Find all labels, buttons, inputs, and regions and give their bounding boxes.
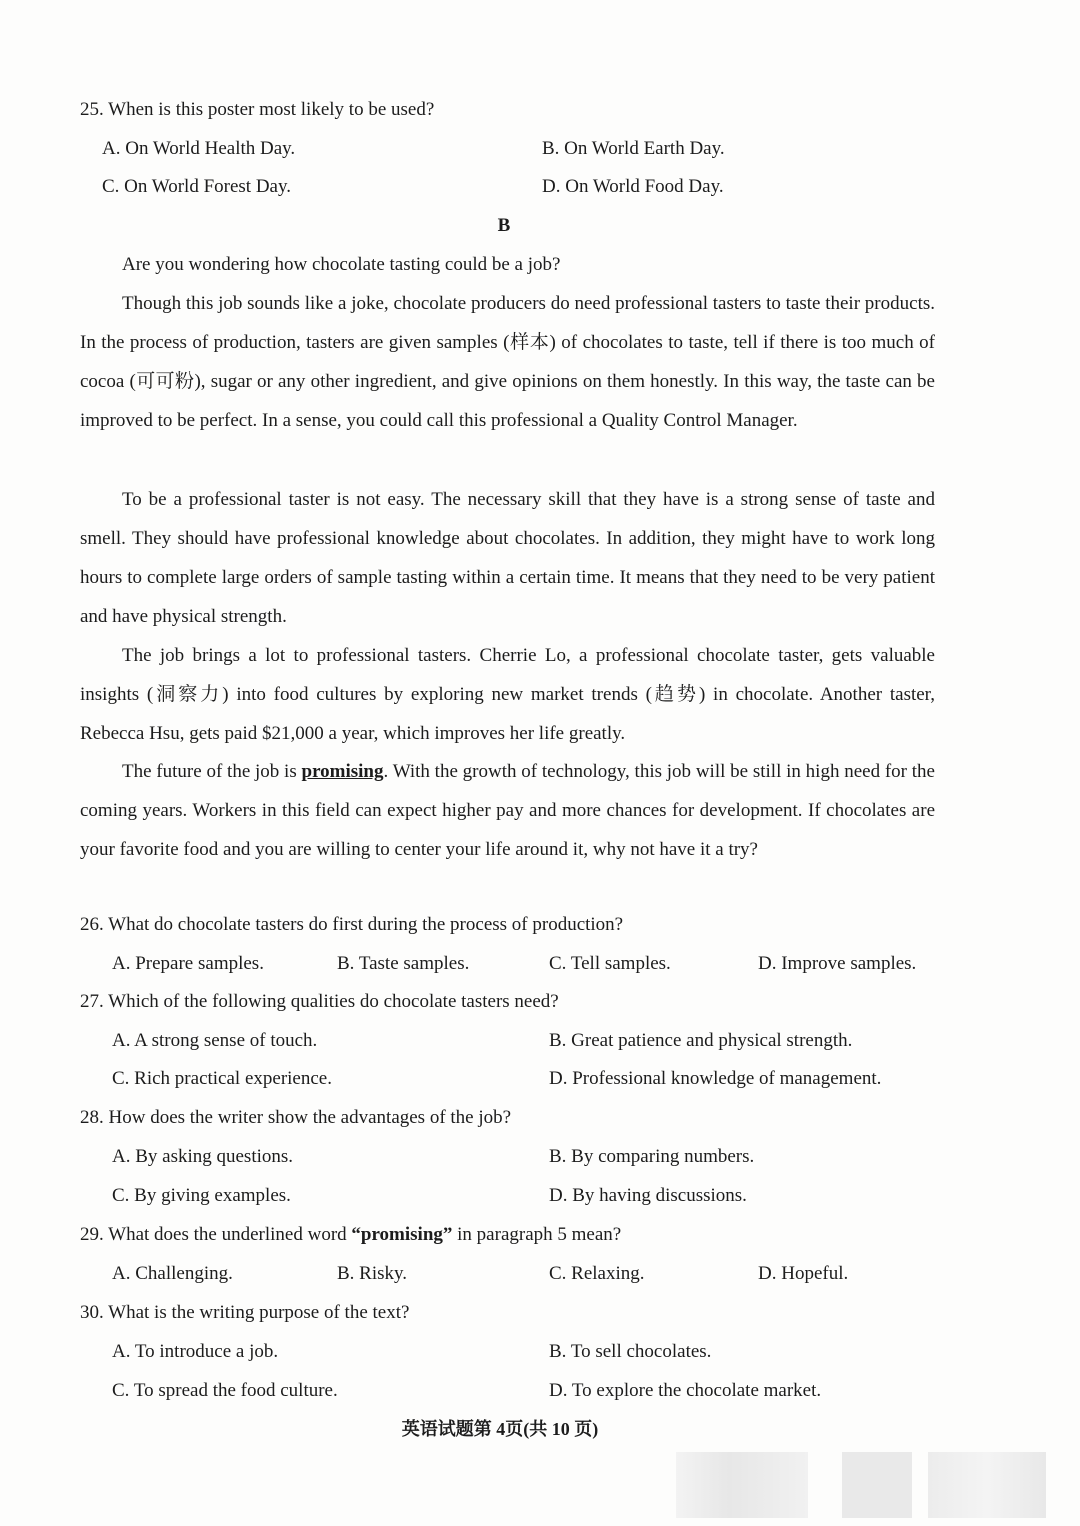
q25-option-b: B. On World Earth Day. bbox=[542, 138, 725, 159]
section-heading-b: B bbox=[497, 215, 511, 236]
q30-option-a: A. To introduce a job. bbox=[112, 1341, 279, 1362]
q26-stem: 26. What do chocolate tasters do first during the process of production? bbox=[80, 914, 624, 935]
q28-stem: 28. How does the writer show the advantages of the job? bbox=[80, 1107, 512, 1128]
paragraph-3-text: To be a professional taster is not easy. The necessary skill that they have is a strong sense of taste and smell. They should have professional knowledge about chocolates. In addition, they might have to work long hours to complete large orders of sample tasting within a certain time. It means that they need to be very patient and have physical strength. bbox=[80, 489, 935, 627]
blurred-watermark-block bbox=[928, 1452, 1046, 1518]
q29-stem-before: 29. What does the underlined word bbox=[80, 1224, 352, 1245]
blurred-watermark-block bbox=[676, 1452, 808, 1518]
q28-option-a: A. By asking questions. bbox=[112, 1146, 294, 1167]
q25-option-d: D. On World Food Day. bbox=[542, 176, 724, 197]
q29-option-b: B. Risky. bbox=[337, 1263, 408, 1284]
q27-option-d: D. Professional knowledge of management. bbox=[549, 1068, 882, 1089]
passage-paragraph-1 bbox=[80, 245, 935, 284]
paragraph-4-text: The job brings a lot to professional tasters. Cherrie Lo, a professional chocolate taster, gets valuable insights (洞察力) into food cultures by exploring new market trends (趋势) in chocolate. Another taster, Rebecca Hsu, gets paid $21,000 a year, which improves her life greatly. bbox=[80, 645, 935, 744]
passage-paragraph-4 bbox=[80, 636, 935, 753]
underlined-word-promising: promising bbox=[301, 761, 384, 782]
q26-option-d: D. Improve samples. bbox=[758, 953, 917, 974]
passage-paragraph-5 bbox=[80, 752, 935, 869]
q28-option-b: B. By comparing numbers. bbox=[549, 1146, 755, 1167]
paragraph-2-text: Though this job sounds like a joke, chocolate producers do need professional tasters to taste their products. In the process of production, tasters are given samples (样本) of chocolates to taste, tell if there is too much of cocoa (可可粉), sugar or any other ingredient, and give opinions on them honestly. In this way, the taste can be improved to be perfect. In a sense, you could call this professional a Quality Control Manager. bbox=[80, 293, 935, 431]
q26-option-c: C. Tell samples. bbox=[549, 953, 671, 974]
paragraph-5-text-after: . With the growth of technology, this job will be still in high need for the coming years. Workers in this field can expect higher pay and more chances for development. If chocolates are your favorite food and you are willing to center your life around it, why not have it a try? bbox=[80, 761, 935, 860]
q30-option-c: C. To spread the food culture. bbox=[112, 1380, 338, 1401]
q25-option-a: A. On World Health Day. bbox=[102, 138, 296, 159]
paragraph-5-text-before: The future of the job is bbox=[122, 761, 302, 782]
q29-option-d: D. Hopeful. bbox=[758, 1263, 849, 1284]
passage-paragraph-3 bbox=[80, 480, 935, 636]
q29-option-a: A. Challenging. bbox=[112, 1263, 233, 1284]
page-footer: 英语试题第 4页(共 10 页) bbox=[401, 1419, 599, 1439]
q28-option-c: C. By giving examples. bbox=[112, 1185, 291, 1206]
q26-option-b: B. Taste samples. bbox=[337, 953, 470, 974]
q27-option-b: B. Great patience and physical strength. bbox=[549, 1030, 853, 1051]
q29-keyword: “promising” bbox=[351, 1224, 453, 1245]
q27-option-a: A. A strong sense of touch. bbox=[112, 1030, 318, 1051]
q25-stem: 25. When is this poster most likely to be used? bbox=[80, 99, 435, 120]
q28-option-d: D. By having discussions. bbox=[549, 1185, 747, 1206]
q30-option-d: D. To explore the chocolate market. bbox=[549, 1380, 822, 1401]
q26-option-a: A. Prepare samples. bbox=[112, 953, 264, 974]
q29-stem-after: in paragraph 5 mean? bbox=[452, 1224, 622, 1245]
q27-stem: 27. Which of the following qualities do chocolate tasters need? bbox=[80, 991, 559, 1012]
passage-paragraph-2 bbox=[80, 284, 935, 440]
q29-stem bbox=[80, 1223, 621, 1247]
q27-option-c: C. Rich practical experience. bbox=[112, 1068, 332, 1089]
paragraph-1-text: Are you wondering how chocolate tasting could be a job? bbox=[122, 254, 561, 275]
q25-option-c: C. On World Forest Day. bbox=[102, 176, 291, 197]
q30-option-b: B. To sell chocolates. bbox=[549, 1341, 712, 1362]
q29-option-c: C. Relaxing. bbox=[549, 1263, 645, 1284]
q30-stem: 30. What is the writing purpose of the text? bbox=[80, 1302, 410, 1323]
blurred-watermark-block bbox=[842, 1452, 912, 1518]
